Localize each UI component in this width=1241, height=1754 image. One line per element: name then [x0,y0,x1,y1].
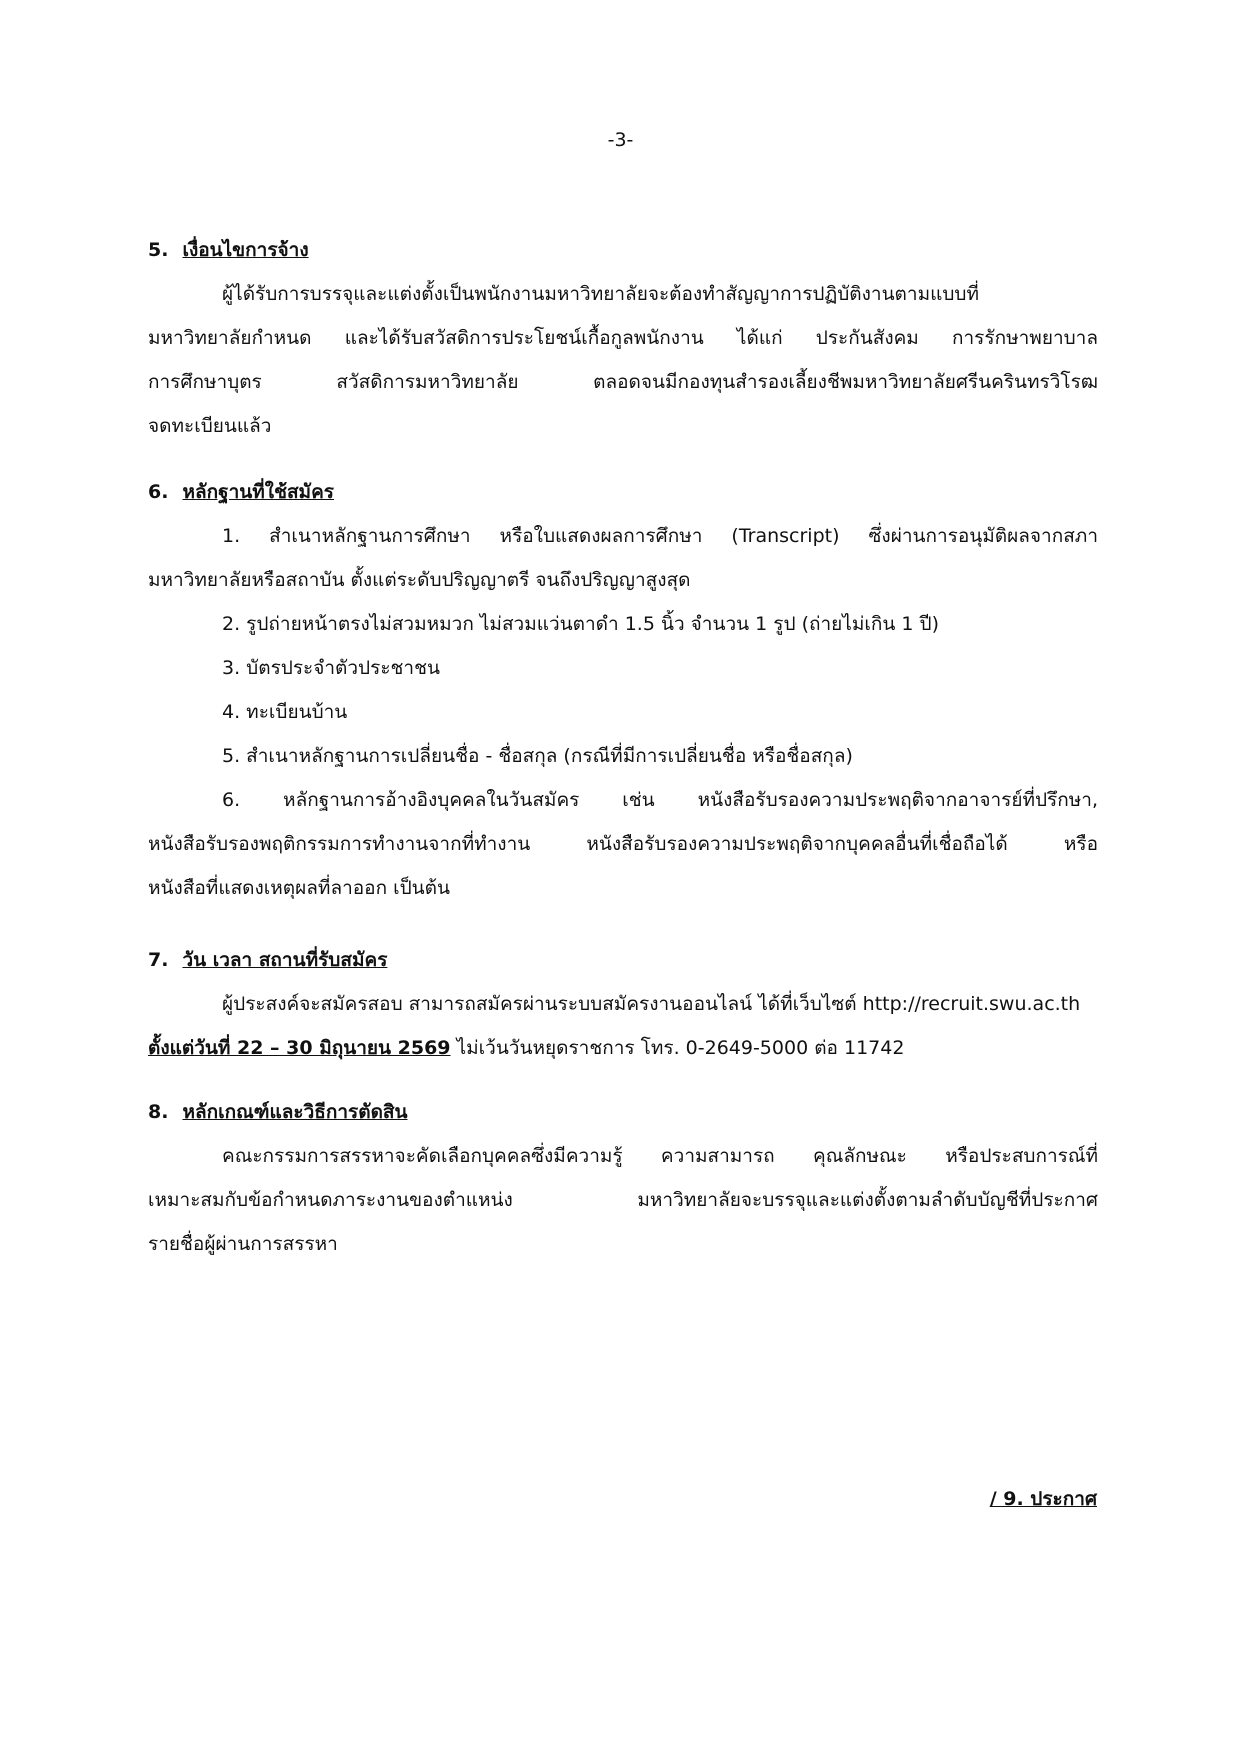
paragraph-line: จดทะเบียนแล้ว [148,415,272,437]
paragraph-line: การศึกษาบุตร สวัสดิการมหาวิทยาลัย ตลอดจนมีกองทุนสำรองเลี้ยงชีพมหาวิทยาลัยศรีนครินทรวิโรฒ [148,371,1098,393]
paragraph-line: คณะกรรมการสรรหาจะคัดเลือกบุคคลซึ่งมีความรู้ ความสามารถ คุณลักษณะ หรือประสบการณ์ที่ [222,1145,1098,1167]
section-5 [148,228,1098,448]
section-8-heading [148,1090,1098,1134]
section-8 [148,1090,1098,1266]
list-item: 3. บัตรประจำตัวประชาชน [222,657,440,679]
section-title: เงื่อนไขการจ้าง [182,239,309,261]
paragraph-line: รายชื่อผู้ผ่านการสรรหา [148,1233,338,1255]
list-item-continuation: หนังสือรับรองพฤติกรรมการทำงานจากที่ทำงาน หนังสือรับรองความประพฤติจากบุคคลอื่นที่เชื่อถือได้ หรือ [148,833,1098,855]
section-7 [148,938,1098,1070]
contact-info: ไม่เว้นวันหยุดราชการ โทร. 0-2649-5000 ต่อ 11742 [450,1037,905,1059]
paragraph-line: เหมาะสมกับข้อกำหนดภาระงานของตำแหน่ง มหาวิทยาลัยจะบรรจุและแต่งตั้งตามลำดับบัญชีที่ประกาศ [148,1189,1098,1211]
list-item-continuation: หนังสือที่แสดงเหตุผลที่ลาออก เป็นต้น [148,877,450,899]
section-6 [148,470,1098,910]
page-number: -3- [607,129,634,151]
paragraph-line: ผู้ได้รับการบรรจุและแต่งตั้งเป็นพนักงานมหาวิทยาลัยจะต้องทำสัญญาการปฏิบัติงานตามแบบที่ [222,283,979,305]
section-7-heading [148,938,1098,982]
section-number: 7. [148,949,169,971]
paragraph-line: ผู้ประสงค์จะสมัครสอบ สามารถสมัครผ่านระบบสมัครงานออนไลน์ ได้ที่เว็บไซต์ http://recruit.swu.ac.th [222,993,1081,1015]
list-item: 5. สำเนาหลักฐานการเปลี่ยนชื่อ - ชื่อสกุล (กรณีที่มีการเปลี่ยนชื่อ หรือชื่อสกุล) [222,745,853,767]
list-item: 1. สำเนาหลักฐานการศึกษา หรือใบแสดงผลการศึกษา (Transcript) ซึ่งผ่านการอนุมัติผลจากสภา [222,525,1098,547]
list-item: 6. หลักฐานการอ้างอิงบุคคลในวันสมัคร เช่น หนังสือรับรองความประพฤติจากอาจารย์ที่ปรึกษา, [222,789,1098,811]
list-item: 4. ทะเบียนบ้าน [222,701,348,723]
section-6-heading [148,470,1098,514]
list-item: 2. รูปถ่ายหน้าตรงไม่สวมหมวก ไม่สวมแว่นตาดำ 1.5 นิ้ว จำนวน 1 รูป (ถ่ายไม่เกิน 1 ปี) [222,613,939,635]
section-number: 6. [148,481,169,503]
section-5-heading [148,228,1098,272]
section-number: 8. [148,1101,169,1123]
section-number: 5. [148,239,169,261]
paragraph-line: มหาวิทยาลัยกำหนด และได้รับสวัสดิการประโยชน์เกื้อกูลพนักงาน ได้แก่ ประกันสังคม การรักษาพยาบาล [148,327,1098,349]
application-dates: ตั้งแต่วันที่ 22 – 30 มิถุนายน 2569 [148,1037,451,1059]
application-period-line [148,1026,1098,1070]
section-title: หลักฐานที่ใช้สมัคร [182,481,334,503]
continuation-note: / 9. ประกาศ [989,1488,1097,1510]
list-item-continuation: มหาวิทยาลัยหรือสถาบัน ตั้งแต่ระดับปริญญาตรี จนถึงปริญญาสูงสุด [148,569,691,591]
section-title: วัน เวลา สถานที่รับสมัคร [182,949,388,971]
section-title: หลักเกณฑ์และวิธีการตัดสิน [182,1101,408,1123]
